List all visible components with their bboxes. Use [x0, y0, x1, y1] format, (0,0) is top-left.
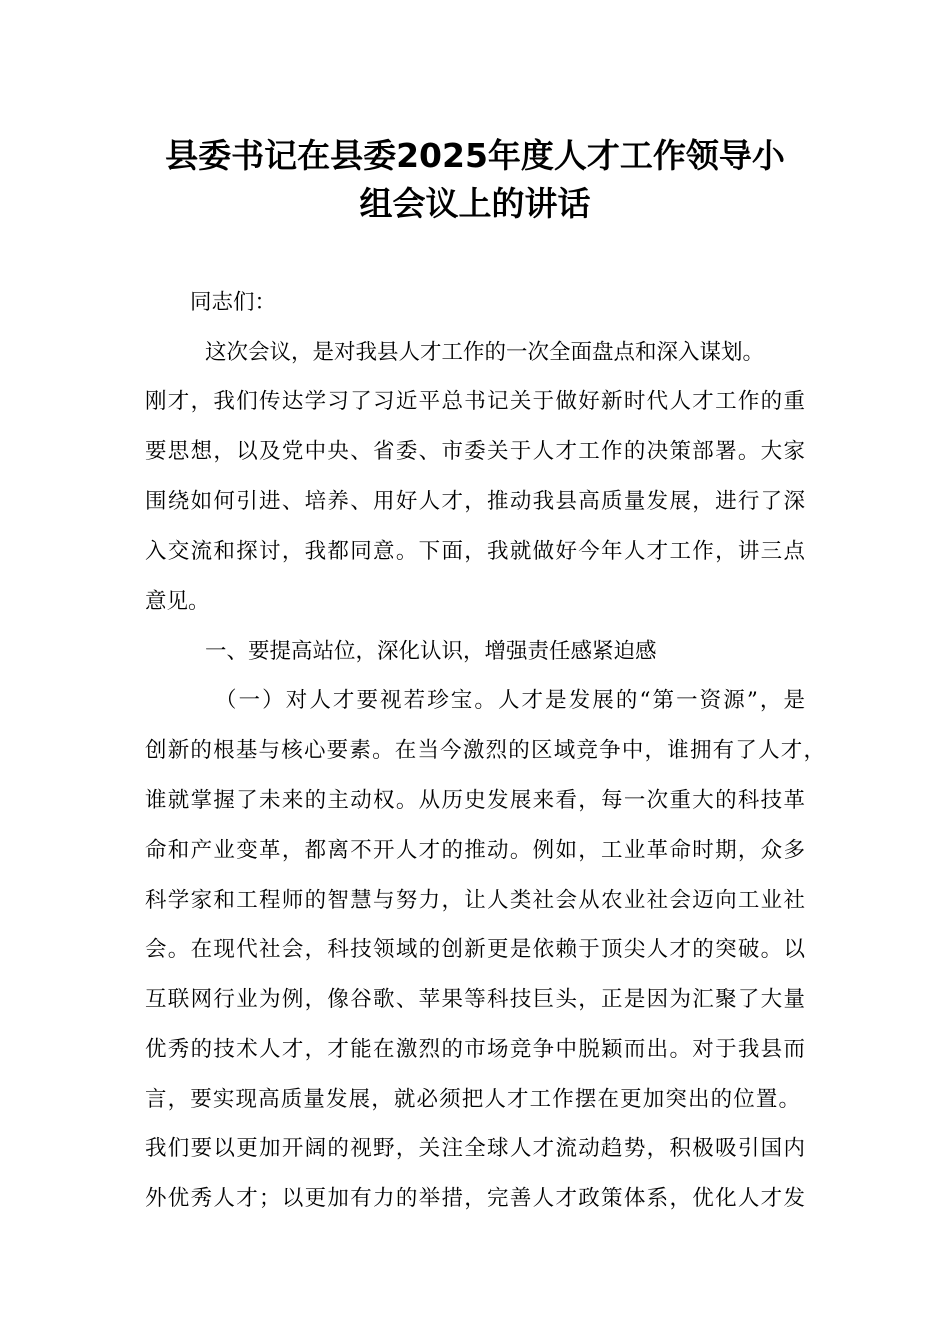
paragraph-1-line: 围绕如何引进、培养、用好人才，推动我县高质量发展，进行了深	[145, 489, 805, 514]
paragraph-2-line: 创新的根基与核心要素。在当今激烈的区域竞争中，谁拥有了人才，	[145, 738, 825, 763]
paragraph-2-line: 外优秀人才；以更加有力的举措，完善人才政策体系，优化人才发	[145, 1186, 805, 1211]
paragraph-1-line: 这次会议，是对我县人才工作的一次全面盘点和深入谋划。	[205, 340, 765, 365]
section-1-heading: 一、要提高站位，深化认识，增强责任感紧迫感	[205, 639, 657, 664]
paragraph-2-line: 科学家和工程师的智慧与努力，让人类社会从农业社会迈向工业社	[145, 888, 805, 913]
paragraph-1-line: 要思想，以及党中央、省委、市委关于人才工作的决策部署。大家	[145, 439, 805, 464]
salutation: 同志们：	[190, 290, 277, 315]
paragraph-2-line: 命和产业变革，都离不开人才的推动。例如，工业革命时期，众多	[145, 838, 805, 863]
paragraph-2-line: 会。在现代社会，科技领域的创新更是依赖于顶尖人才的突破。以	[145, 937, 805, 962]
paragraph-2-line: （一）对人才要视若珍宝。人才是发展的“第一资源”，是	[215, 688, 805, 713]
document-title-line-1: 县委书记在县委2025年度人才工作领导小	[165, 136, 785, 175]
paragraph-2-line: 言，要实现高质量发展，就必须把人才工作摆在更加突出的位置。	[145, 1087, 800, 1112]
paragraph-2-line: 互联网行业为例，像谷歌、苹果等科技巨头，正是因为汇聚了大量	[145, 987, 805, 1012]
paragraph-1-line: 入交流和探讨，我都同意。下面，我就做好今年人才工作，讲三点	[145, 539, 805, 564]
paragraph-1-line: 刚才，我们传达学习了习近平总书记关于做好新时代人才工作的重	[145, 389, 805, 414]
document-title-line-2: 组会议上的讲话	[359, 184, 591, 223]
paragraph-1-line: 意见。	[145, 589, 210, 614]
paragraph-2-line: 谁就掌握了未来的主动权。从历史发展来看，每一次重大的科技革	[145, 788, 805, 813]
paragraph-2-line: 我们要以更加开阔的视野，关注全球人才流动趋势，积极吸引国内	[145, 1136, 805, 1161]
paragraph-2-line: 优秀的技术人才，才能在激烈的市场竞争中脱颖而出。对于我县而	[145, 1037, 805, 1062]
